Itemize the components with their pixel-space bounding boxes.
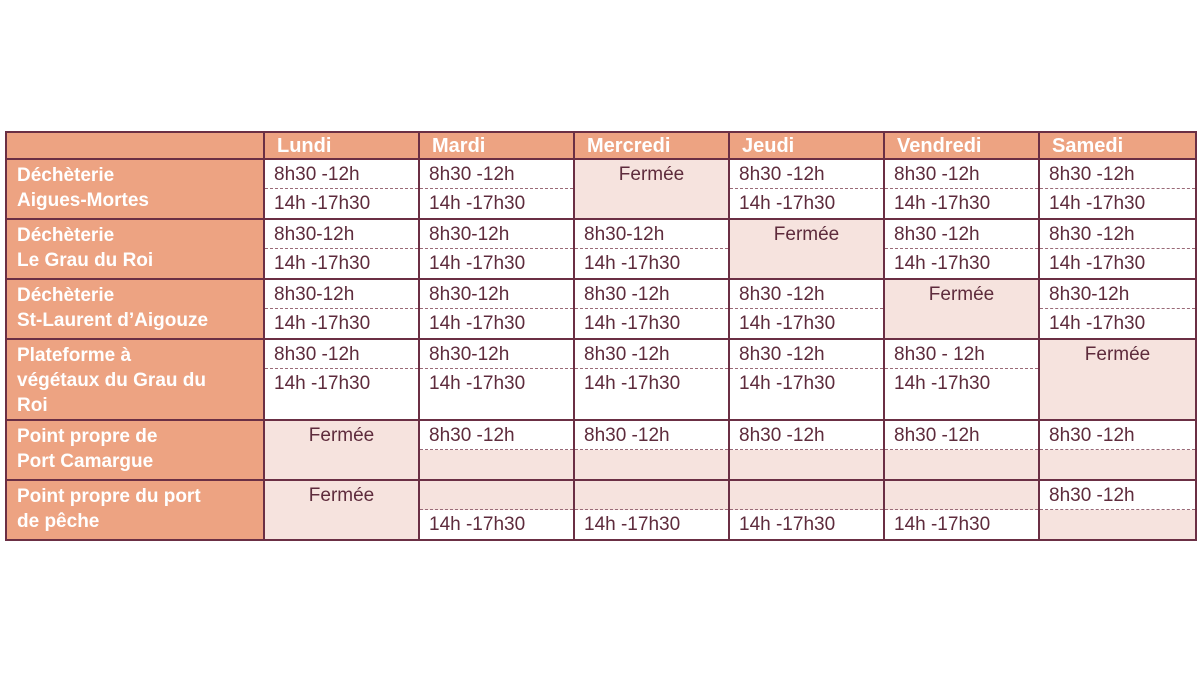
afternoon-hours: 14h -17h30	[1049, 253, 1146, 274]
morning-hours	[420, 481, 573, 510]
hours-cell	[419, 480, 574, 540]
afternoon-hours: 14h -17h30	[1049, 313, 1146, 334]
site-row	[6, 339, 1196, 420]
day-header-mardi: Mardi	[419, 132, 574, 159]
hours-cell	[884, 219, 1039, 279]
hours-cell	[1039, 219, 1196, 279]
afternoon-hours: 14h -17h30	[584, 313, 681, 334]
morning-hours	[730, 481, 883, 510]
afternoon-hours: 14h -17h30	[274, 373, 371, 394]
hours-cell	[729, 159, 884, 219]
day-header-mercredi: Mercredi	[574, 132, 729, 159]
morning-hours: 8h30-12h	[575, 220, 728, 249]
morning-hours: 8h30-12h	[265, 280, 418, 309]
afternoon-hours: 14h -17h30	[274, 313, 371, 334]
site-name-line: Déchèterie	[17, 285, 115, 306]
afternoon-hours: 14h -17h30	[894, 253, 991, 274]
morning-hours: 8h30 -12h	[575, 280, 728, 309]
day-header-samedi: Samedi	[1039, 132, 1196, 159]
site-name-line: Plateforme à	[17, 345, 132, 366]
morning-hours: 8h30-12h	[1040, 280, 1195, 309]
morning-hours	[885, 481, 1038, 510]
hours-cell	[884, 420, 1039, 480]
hours-cell	[884, 339, 1039, 420]
site-row	[6, 480, 1196, 540]
hours-cell	[264, 279, 419, 339]
afternoon-hours: 14h -17h30	[584, 373, 681, 394]
site-name	[6, 480, 264, 540]
morning-hours: 8h30 -12h	[575, 340, 728, 369]
closed-label: Fermée	[618, 164, 685, 185]
hours-cell	[574, 339, 729, 420]
site-name-line: Déchèterie	[17, 165, 115, 186]
morning-hours	[575, 481, 728, 510]
hours-cell	[264, 159, 419, 219]
hours-cell	[1039, 420, 1196, 480]
hours-cell	[1039, 480, 1196, 540]
corner-cell	[6, 132, 264, 159]
morning-hours: 8h30 -12h	[420, 160, 573, 189]
morning-hours: 8h30 -12h	[1040, 220, 1195, 249]
hours-cell	[419, 420, 574, 480]
closed-cell	[264, 480, 419, 540]
day-header-lundi: Lundi	[264, 132, 419, 159]
morning-hours: 8h30-12h	[420, 280, 573, 309]
afternoon-hours	[730, 450, 883, 479]
afternoon-hours	[575, 450, 728, 479]
site-name	[6, 420, 264, 480]
afternoon-hours	[885, 450, 1038, 479]
site-row	[6, 159, 1196, 219]
site-name-line: végétaux du Grau du	[17, 370, 206, 391]
hours-cell	[419, 279, 574, 339]
closed-cell	[729, 219, 884, 279]
hours-cell	[884, 480, 1039, 540]
table-body	[6, 159, 1196, 540]
hours-cell	[1039, 159, 1196, 219]
site-name	[6, 279, 264, 339]
day-header-jeudi: Jeudi	[729, 132, 884, 159]
afternoon-hours: 14h -17h30	[739, 313, 836, 334]
hours-cell	[419, 219, 574, 279]
afternoon-hours: 14h -17h30	[1049, 193, 1146, 214]
afternoon-hours	[1040, 450, 1195, 479]
site-name	[6, 339, 264, 420]
hours-cell	[884, 159, 1039, 219]
site-name	[6, 159, 264, 219]
morning-hours: 8h30 -12h	[730, 160, 883, 189]
morning-hours: 8h30 -12h	[730, 280, 883, 309]
morning-hours: 8h30 -12h	[420, 421, 573, 450]
site-name-line: Point propre de	[17, 426, 158, 447]
hours-cell	[264, 339, 419, 420]
closed-label: Fermée	[308, 425, 375, 446]
afternoon-hours	[1040, 510, 1195, 539]
site-row	[6, 420, 1196, 480]
afternoon-hours: 14h -17h30	[429, 514, 526, 535]
hours-cell	[419, 159, 574, 219]
site-name-line: St-Laurent d’Aigouze	[17, 310, 209, 331]
afternoon-hours: 14h -17h30	[894, 193, 991, 214]
site-name-line: Déchèterie	[17, 225, 115, 246]
site-name-line: Point propre du port	[17, 486, 201, 507]
hours-cell	[729, 480, 884, 540]
morning-hours: 8h30 -12h	[885, 220, 1038, 249]
site-name-line: Roi	[17, 395, 48, 416]
afternoon-hours	[420, 450, 573, 479]
morning-hours: 8h30-12h	[265, 220, 418, 249]
hours-cell	[574, 480, 729, 540]
morning-hours: 8h30-12h	[420, 340, 573, 369]
afternoon-hours: 14h -17h30	[894, 373, 991, 394]
site-name-line: Port Camargue	[17, 451, 154, 472]
closed-label: Fermée	[773, 224, 840, 245]
hours-cell	[419, 339, 574, 420]
opening-hours-table	[5, 131, 1197, 541]
afternoon-hours: 14h -17h30	[429, 313, 526, 334]
closed-label: Fermée	[1084, 344, 1151, 365]
afternoon-hours: 14h -17h30	[739, 193, 836, 214]
hours-cell	[264, 219, 419, 279]
hours-cell	[574, 219, 729, 279]
site-row	[6, 279, 1196, 339]
closed-cell	[884, 279, 1039, 339]
hours-cell	[1039, 279, 1196, 339]
hours-cell	[729, 420, 884, 480]
site-name-line: Aigues-Mortes	[17, 190, 149, 211]
hours-cell	[574, 279, 729, 339]
closed-label: Fermée	[308, 485, 375, 506]
morning-hours: 8h30 -12h	[575, 421, 728, 450]
morning-hours: 8h30 -12h	[1040, 421, 1195, 450]
hours-cell	[729, 339, 884, 420]
site-name-line: Le Grau du Roi	[17, 250, 154, 271]
morning-hours: 8h30 -12h	[885, 421, 1038, 450]
morning-hours: 8h30 -12h	[730, 340, 883, 369]
afternoon-hours: 14h -17h30	[894, 514, 991, 535]
afternoon-hours: 14h -17h30	[429, 193, 526, 214]
afternoon-hours: 14h -17h30	[274, 193, 371, 214]
hours-cell	[574, 420, 729, 480]
morning-hours: 8h30 -12h	[265, 160, 418, 189]
afternoon-hours: 14h -17h30	[584, 514, 681, 535]
header-row	[6, 132, 1196, 159]
closed-cell	[1039, 339, 1196, 420]
site-row	[6, 219, 1196, 279]
afternoon-hours: 14h -17h30	[584, 253, 681, 274]
afternoon-hours: 14h -17h30	[429, 253, 526, 274]
morning-hours: 8h30 - 12h	[885, 340, 1038, 369]
morning-hours: 8h30 -12h	[1040, 481, 1195, 510]
morning-hours: 8h30 -12h	[265, 340, 418, 369]
site-name	[6, 219, 264, 279]
hours-cell	[729, 279, 884, 339]
day-header-vendredi: Vendredi	[884, 132, 1039, 159]
afternoon-hours: 14h -17h30	[274, 253, 371, 274]
afternoon-hours: 14h -17h30	[739, 514, 836, 535]
morning-hours: 8h30-12h	[420, 220, 573, 249]
closed-label: Fermée	[928, 284, 995, 305]
closed-cell	[574, 159, 729, 219]
morning-hours: 8h30 -12h	[730, 421, 883, 450]
afternoon-hours: 14h -17h30	[429, 373, 526, 394]
afternoon-hours: 14h -17h30	[739, 373, 836, 394]
closed-cell	[264, 420, 419, 480]
morning-hours: 8h30 -12h	[1040, 160, 1195, 189]
site-name-line: de pêche	[17, 511, 100, 532]
morning-hours: 8h30 -12h	[885, 160, 1038, 189]
